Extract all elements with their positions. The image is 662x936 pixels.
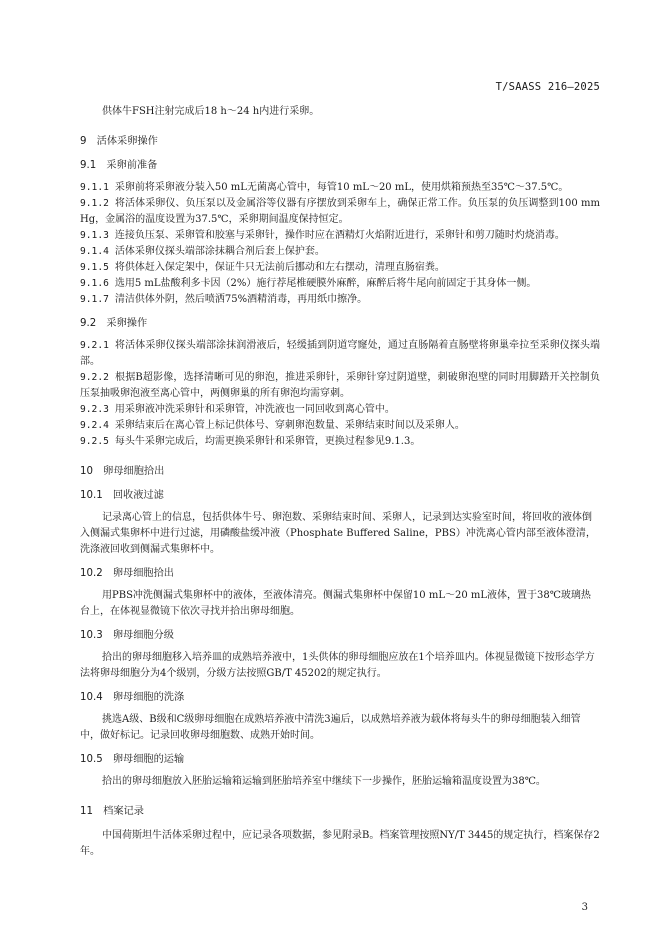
section-11-heading: 11 档案记录 bbox=[80, 806, 144, 817]
page-content bbox=[80, 104, 600, 860]
section-10-3-text: 拾出的卵母细胞移入培养皿的成熟培养液中，1头供体的卵母细胞应放在1个培养皿内。体视显微镜下按形态学方法将卵母细胞分为4个级别，分级方法按照GB/T 45202的规定执行。 bbox=[80, 652, 595, 679]
list-item: 9.2.4 采卵结束后在离心管上标记供体号、穿刺卵泡数量、采卵结束时间以及采卵人。 bbox=[80, 420, 465, 431]
section-9-2-heading: 9.2 采卵操作 bbox=[80, 318, 148, 329]
section-11-text: 中国荷斯坦牛活体采卵过程中，应记录各项数据，参见附录B。档案管理按照NY/T 3445的规定执行，档案保存2年。 bbox=[80, 830, 600, 857]
section-10-heading: 10 卵母细胞拾出 bbox=[80, 466, 165, 477]
standard-number: T/SAASS 216—2025 bbox=[495, 81, 600, 93]
section-10-3-heading: 10.3 卵母细胞分级 bbox=[80, 630, 174, 641]
list-item: 9.2.3 用采卵液冲洗采卵针和采卵管，冲洗液也一同回收到离心管中。 bbox=[80, 404, 395, 415]
section-9-heading: 9 活体采卵操作 bbox=[80, 136, 158, 147]
list-item: 9.1.7 清洁供体外阴，然后喷洒75%酒精消毒，再用纸巾擦净。 bbox=[80, 294, 368, 305]
list-item: 9.1.3 连接负压泵、采卵管和胶塞与采卵针，操作时应在酒精灯火焰附近进行，采卵针和剪刀随时灼烧消毒。 bbox=[80, 230, 565, 241]
list-item: 9.1.2 将活体采卵仪、负压泵以及金属浴等仪器有序摆放到采卵车上，确保正常工作。负压泵的负压调整到100 mm Hg，金属浴的温度设置为37.5℃，采卵期间温度保持恒定。 bbox=[80, 198, 600, 225]
section-9-1-list bbox=[80, 180, 600, 308]
intro-paragraph: 供体牛FSH注射完成后18 h～24 h内进行采卵。 bbox=[102, 106, 320, 117]
section-10-5-heading: 10.5 卵母细胞的运输 bbox=[80, 754, 185, 765]
section-10-1-text: 记录离心管上的信息，包括供体牛号、卵泡数、采卵结束时间、采卵人，记录到达实验室时间，将回收的液体倒入侧漏式集卵杯中进行过滤，用磷酸盐缓冲液（Phosphate Buffered Saline，PBS）冲洗离心管内部至液体澄清，洗涤液回收到侧漏式集卵杯中。 bbox=[80, 512, 596, 555]
list-item: 9.2.1 将活体采卵仪探头端部涂抹润滑液后，轻缓插到阴道穹窿处，通过直肠隔着直肠壁将卵巢牵拉至采卵仪探头端部。 bbox=[80, 340, 600, 367]
page-number: 3 bbox=[581, 902, 588, 913]
list-item: 9.1.1 采卵前将采卵液分装入50 mL无菌离心管中，每管10 mL～20 mL，使用烘箱预热至35℃～37.5℃。 bbox=[80, 182, 569, 193]
section-10-2-heading: 10.2 卵母细胞拾出 bbox=[80, 568, 174, 579]
list-item: 9.1.6 选用5 mL盐酸利多卡因（2%）施行荐尾椎硬膜外麻醉，麻醉后将牛尾向前固定于其身体一侧。 bbox=[80, 278, 537, 289]
section-10-1-heading: 10.1 回收液过滤 bbox=[80, 490, 164, 501]
section-10-4-text: 挑选A级、B级和C级卵母细胞在成熟培养液中清洗3遍后，以成熟培养液为载体将每头牛的卵母细胞装入细管中，做好标记。记录回收卵母细胞数、成熟开始时间。 bbox=[80, 714, 581, 741]
section-9-2-list bbox=[80, 338, 600, 450]
list-item: 9.1.5 将供体赶入保定架中，保证牛只无法前后挪动和左右摆动，清理直肠宿粪。 bbox=[80, 262, 445, 273]
section-10-5-text: 拾出的卵母细胞放入胚胎运输箱运输到胚胎培养室中继续下一步操作，胚胎运输箱温度设置为38℃。 bbox=[102, 776, 546, 787]
list-item: 9.1.4 活体采卵仪探头端部涂抹耦合剂后套上保护套。 bbox=[80, 246, 325, 257]
section-10-2-text: 用PBS冲洗侧漏式集卵杯中的液体，至液体清亮。侧漏式集卵杯中保留10 mL～20 mL液体，置于38℃玻璃热台上，在体视显微镜下依次寻找并拾出卵母细胞。 bbox=[80, 590, 591, 617]
list-item: 9.2.2 根据B超影像，选择清晰可见的卵泡，推进采卵针，采卵针穿过阴道壁，刺破卵泡壁的同时用脚踏开关控制负压泵抽吸卵泡液至离心管中，两侧卵巢的所有卵泡均需穿刺。 bbox=[80, 372, 600, 399]
section-9-1-heading: 9.1 采卵前准备 bbox=[80, 160, 158, 171]
section-10-4-heading: 10.4 卵母细胞的洗涤 bbox=[80, 692, 185, 703]
list-item: 9.2.5 每头牛采卵完成后，均需更换采卵针和采卵管，更换过程参见9.1.3。 bbox=[80, 436, 421, 447]
